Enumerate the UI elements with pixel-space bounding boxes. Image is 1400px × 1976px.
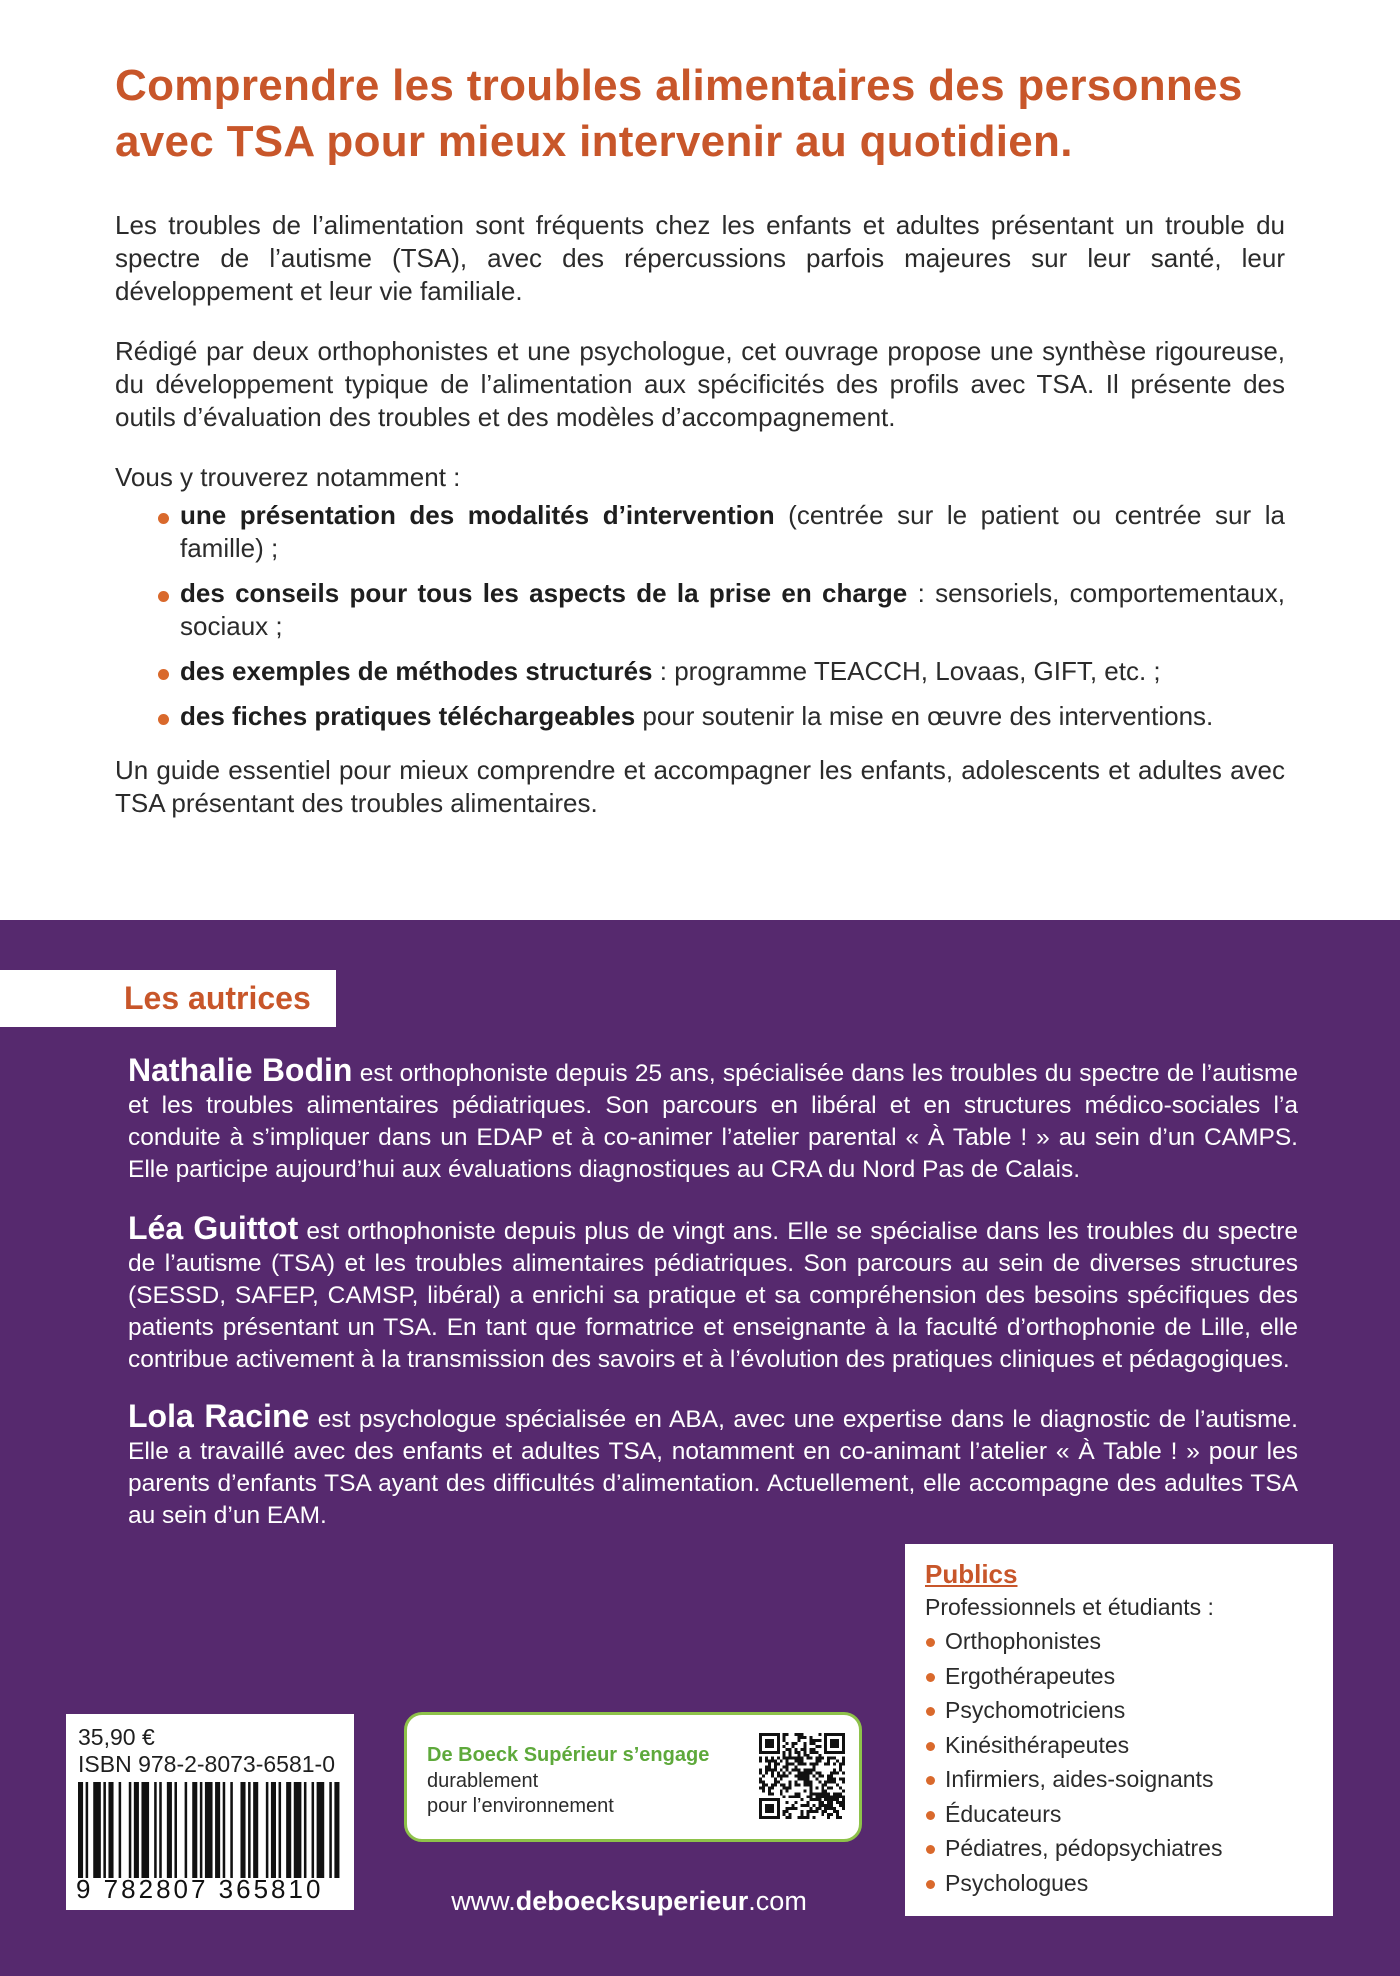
eco-engagement-badge [404,1712,862,1842]
author-bio [128,1400,1298,1532]
publics-item [925,1762,1313,1797]
author-name: Lola Racine [128,1398,310,1434]
author-name: Léa Guittot [128,1210,299,1246]
publics-item [925,1797,1313,1832]
publics-list [925,1624,1313,1900]
bullet-icon [158,591,169,602]
publics-item [925,1728,1313,1763]
publics-item [925,1866,1313,1901]
feature-item [158,577,1285,643]
website-prefix: www. [451,1886,516,1916]
bullet-icon [926,1845,935,1854]
description-section [0,0,1400,920]
intro-paragraph-3: Vous y trouverez notamment : [115,462,461,492]
feature-list [158,499,1285,745]
feature-item [158,655,1285,688]
author-bio [128,1054,1298,1186]
bullet-icon [926,1811,935,1820]
barcode-icon [78,1782,342,1878]
headline-line-1: Comprendre les troubles alimentaires des personnes [115,61,1243,110]
publics-item-label: Infirmiers, aides-soignants [945,1766,1214,1792]
price: 35,90 € [78,1724,155,1750]
intro-paragraph-4: Un guide essentiel pour mieux comprendre et accompagner les enfants, adolescents et adultes avec TSA présentant des troubles alimentaires. [115,755,1285,818]
publics-item [925,1624,1313,1659]
feature-bold: des exemples de méthodes structurés [180,656,653,686]
engage-line-3: pour l’environnement [427,1795,614,1817]
feature-rest: (centrée sur le patient ou centrée sur la famille) ; [180,500,1285,563]
bullet-icon [158,669,169,680]
publics-title: Publics [925,1559,1018,1589]
bullet-icon [926,1880,935,1889]
authors-heading-tab [0,970,336,1027]
publics-item-label: Pédiatres, pédopsychiatres [945,1835,1223,1861]
publics-item [925,1831,1313,1866]
feature-rest: : sensoriels, comportementaux, sociaux ; [180,578,1285,641]
feature-rest: : programme TEACCH, Lovaas, GIFT, etc. ; [652,656,1161,686]
headline [115,58,1315,170]
author-bio-text: est orthophoniste depuis 25 ans, spécialisée dans les troubles du spectre de l’autisme et les troubles alimentaires pédiatriques. Son parcours en libéral et en structures médico-sociales l’a conduite à s’impliquer dans un EDAP et à co-animer l’atelier parental « À Table ! » au sein d’un CAMPS. Elle participe aujourd’hui aux évaluations diagnostiques au CRA du Nord Pas de Calais. [128,1060,1299,1183]
publics-item-label: Éducateurs [945,1800,1062,1827]
bullet-icon [926,1673,935,1682]
authors-section [0,920,1400,1976]
website-suffix: .com [748,1886,807,1916]
feature-item [158,700,1285,733]
publics-box [905,1544,1333,1916]
author-name: Nathalie Bodin [128,1052,353,1088]
feature-bold: une présentation des modalités d’intervention [180,500,775,530]
publics-item [925,1693,1313,1728]
publics-item-label: Psychologues [945,1869,1089,1896]
publics-item-label: Kinésithérapeutes [945,1731,1130,1758]
publics-subtitle: Professionnels et étudiants : [925,1594,1214,1620]
bullet-icon [158,714,169,725]
author-bio-text: est orthophoniste depuis plus de vingt ans. Elle se spécialise dans les troubles du spectre de l’autisme (TSA) et les troubles alimentaires pédiatriques. Son parcours au sein de diverses structures (SESSD, SAFEP, CAMSP, libéral) a enrichi sa pratique et sa compréhension des besoins spécifiques des patients présentant un TSA. En tant que formatrice et enseignante à la faculté d’orthophonie de Lille, elle contribue activement à la transmission des savoirs et à l’évolution des pratiques cliniques et pédagogiques. [128,1218,1298,1373]
publics-item-label: Ergothérapeutes [945,1662,1116,1689]
engage-title: De Boeck Supérieur s’engage [427,1744,710,1766]
feature-bold: des conseils pour tous les aspects de la prise en charge [180,578,908,608]
isbn: ISBN 978-2-8073-6581-0 [78,1751,335,1777]
author-bio-text: est psychologue spécialisée en ABA, avec une expertise dans le diagnostic de l’autisme. Elle a travaillé avec des enfants et adultes TSA, notamment en co-animant l’atelier « À Table ! » pour les parents d’enfants TSA ayant des difficultés d’alimentation. Actuellement, elle accompagne des adultes TSA au sein d’un EAM. [128,1406,1298,1529]
author-bio [128,1212,1298,1376]
publics-item [925,1659,1313,1694]
barcode-number: 9 782807 365810 [76,1874,324,1904]
bullet-icon [926,1742,935,1751]
headline-line-2: avec TSA pour mieux intervenir au quotidien. [115,117,1073,166]
website-brand: deboecksuperieur [515,1886,749,1916]
publics-item-label: Psychomotriciens [945,1697,1126,1723]
feature-bold: des fiches pratiques téléchargeables [180,701,636,731]
qr-code-icon[interactable] [759,1733,845,1819]
bullet-icon [926,1707,935,1716]
publics-item-label: Orthophonistes [945,1628,1101,1654]
intro-paragraph-2: Rédigé par deux orthophonistes et une psychologue, cet ouvrage propose une synthèse rigoureuse, du développement typique de l’alimentation aux spécificités des profils avec TSA. Il présente des outils d’évaluation des troubles et des modèles d’accompagnement. [115,336,1285,432]
price-barcode-box [66,1714,354,1910]
bullet-icon [158,513,169,524]
feature-rest: pour soutenir la mise en œuvre des interventions. [635,701,1214,731]
website-link[interactable] [414,1886,844,1917]
authors-heading: Les autrices [124,980,311,1016]
bullet-icon [926,1638,935,1647]
engage-line-2: durablement [427,1770,539,1792]
intro-paragraph-1: Les troubles de l’alimentation sont fréquents chez les enfants et adultes présentant un trouble du spectre de l’autisme (TSA), avec des répercussions parfois majeures sur leur santé, leur développement et leur vie familiale. [115,210,1285,306]
feature-item [158,499,1285,565]
bullet-icon [926,1776,935,1785]
